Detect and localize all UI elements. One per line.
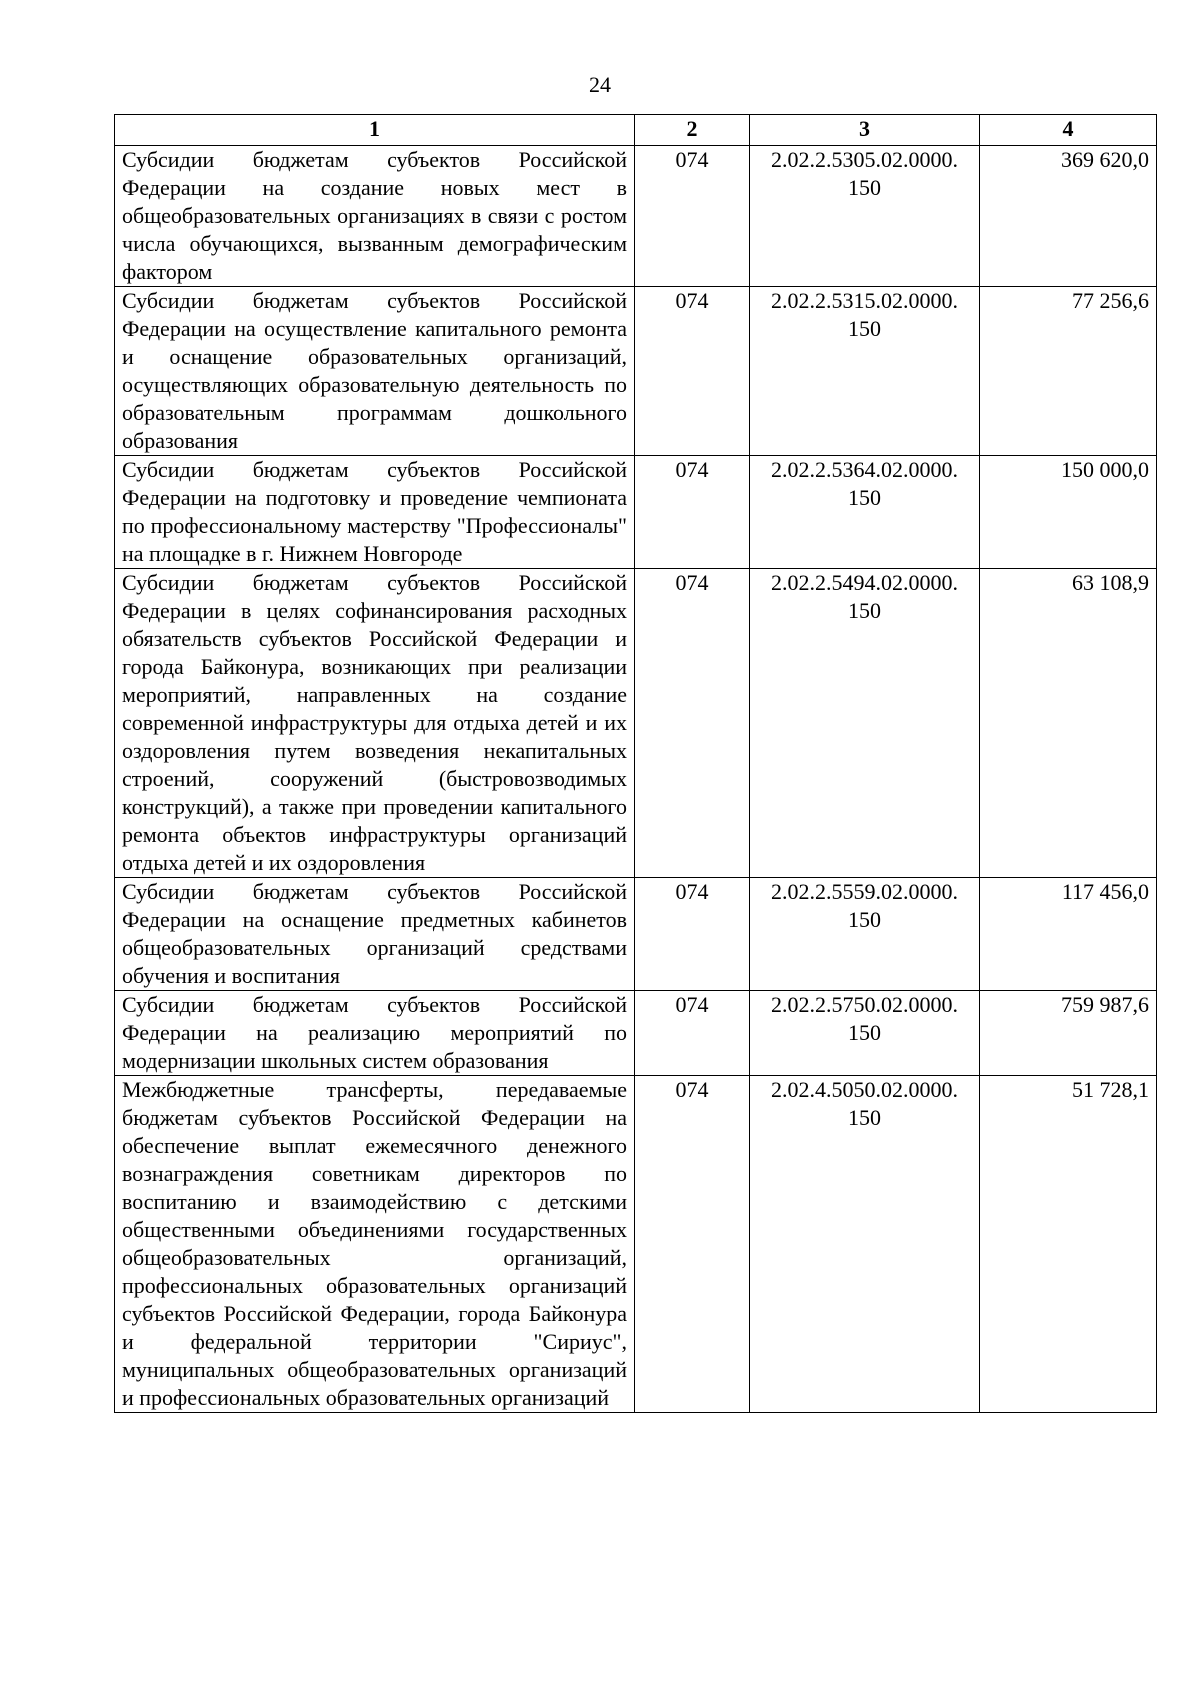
row-budget-classification-code: [750, 456, 980, 569]
budget-table: [114, 114, 1157, 1413]
row-budget-classification-code: [750, 1076, 980, 1413]
row-budget-classification-code: [750, 878, 980, 991]
table-row: [115, 146, 1157, 287]
kbk-line-1: 2.02.2.5559.02.0000.: [771, 879, 958, 904]
kbk-line-1: 2.02.2.5315.02.0000.: [771, 288, 958, 313]
column-header-3: 3: [750, 115, 980, 146]
row-amount: 369 620,0: [980, 146, 1157, 287]
kbk-line-1: 2.02.4.5050.02.0000.: [771, 1077, 958, 1102]
column-header-2: 2: [635, 115, 750, 146]
table-row: [115, 456, 1157, 569]
row-amount: 150 000,0: [980, 456, 1157, 569]
column-header-4: 4: [980, 115, 1157, 146]
kbk-line-2: 150: [848, 1020, 881, 1045]
kbk-line-2: 150: [848, 316, 881, 341]
row-admin-code: 074: [635, 991, 750, 1076]
row-budget-classification-code: [750, 569, 980, 878]
row-budget-classification-code: [750, 287, 980, 456]
row-description: Субсидии бюджетам субъектов Российской Федерации на осуществление капитального ремонта и оснащение образовательных организаций, осуществляющих образовательную деятельность по образовательным программам дошкольного образования: [115, 287, 635, 456]
row-admin-code: 074: [635, 287, 750, 456]
row-description: Субсидии бюджетам субъектов Российской Федерации на создание новых мест в общеобразовательных организациях в связи с ростом числа обучающихся, вызванным демографическим фактором: [115, 146, 635, 287]
kbk-line-1: 2.02.2.5305.02.0000.: [771, 147, 958, 172]
kbk-line-2: 150: [848, 1105, 881, 1130]
row-description: Межбюджетные трансферты, передаваемые бюджетам субъектов Российской Федерации на обеспечение выплат ежемесячного денежного вознаграждения советникам директоров по воспитанию и взаимодействию с детскими общественными объединениями государственных общеобразовательных организаций, профессиональных образовательных организаций субъектов Российской Федерации, города Байконура и федеральной территории "Сириус", муниципальных общеобразовательных организаций и профессиональных образовательных организаций: [115, 1076, 635, 1413]
row-budget-classification-code: [750, 991, 980, 1076]
row-amount: 759 987,6: [980, 991, 1157, 1076]
row-admin-code: 074: [635, 146, 750, 287]
table-header-row: [115, 115, 1157, 146]
kbk-line-2: 150: [848, 175, 881, 200]
row-description: Субсидии бюджетам субъектов Российской Федерации на реализацию мероприятий по модернизации школьных систем образования: [115, 991, 635, 1076]
table-row: [115, 1076, 1157, 1413]
table-row: [115, 287, 1157, 456]
kbk-line-1: 2.02.2.5750.02.0000.: [771, 992, 958, 1017]
kbk-line-2: 150: [848, 598, 881, 623]
row-amount: 63 108,9: [980, 569, 1157, 878]
page-number: 24: [589, 72, 611, 97]
table-row: [115, 569, 1157, 878]
kbk-line-1: 2.02.2.5494.02.0000.: [771, 570, 958, 595]
row-admin-code: 074: [635, 456, 750, 569]
kbk-line-1: 2.02.2.5364.02.0000.: [771, 457, 958, 482]
kbk-line-2: 150: [848, 907, 881, 932]
table-row: [115, 878, 1157, 991]
kbk-line-2: 150: [848, 485, 881, 510]
row-amount: 117 456,0: [980, 878, 1157, 991]
row-admin-code: 074: [635, 1076, 750, 1413]
row-admin-code: 074: [635, 569, 750, 878]
column-header-1: 1: [115, 115, 635, 146]
row-description: Субсидии бюджетам субъектов Российской Федерации на оснащение предметных кабинетов общеобразовательных организаций средствами обучения и воспитания: [115, 878, 635, 991]
row-amount: 77 256,6: [980, 287, 1157, 456]
row-admin-code: 074: [635, 878, 750, 991]
row-description: Субсидии бюджетам субъектов Российской Федерации на подготовку и проведение чемпионата по профессиональному мастерству "Профессионалы" на площадке в г. Нижнем Новгороде: [115, 456, 635, 569]
row-budget-classification-code: [750, 146, 980, 287]
table-row: [115, 991, 1157, 1076]
row-description: Субсидии бюджетам субъектов Российской Федерации в целях софинансирования расходных обязательств субъектов Российской Федерации и города Байконура, возникающих при реализации мероприятий, направленных на создание современной инфраструктуры для отдыха детей и их оздоровления путем возведения некапитальных строений, сооружений (быстровозводимых конструкций), а также при проведении капитального ремонта объектов инфраструктуры организаций отдыха детей и их оздоровления: [115, 569, 635, 878]
row-amount: 51 728,1: [980, 1076, 1157, 1413]
